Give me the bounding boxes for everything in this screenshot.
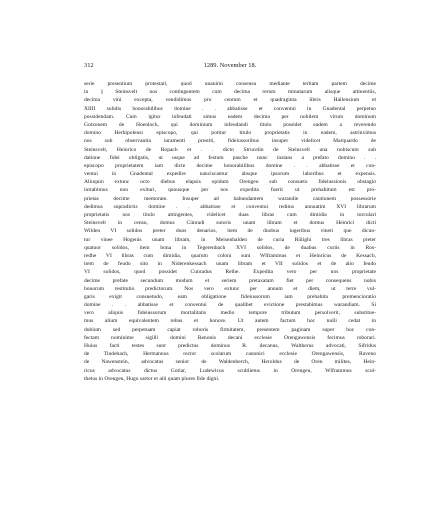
body-line: Huius facti testes sunt predictus dominus R. decanus, Waltherus advocati, Sifridus <box>84 343 376 349</box>
body-line: episcopo proprietatem iam dicte decime honorabilibus domine . . abbatisse et con- <box>84 162 376 169</box>
body-line: ricus advocatus dictus Gotiar, Ludewicus scultlietus in Orengeu, Wlframmus scul- <box>84 367 376 374</box>
body-line: prietas decime memorate. Insuper ad habundantem warandie cautionem possessorie <box>84 195 376 202</box>
body-line: bonorum restitutio predictorum. Nos vero extunc per annum et diem, ut terre vul- <box>84 285 376 292</box>
body-line: garis exigit consuetudo, eam obligatione fideiussorum iam prehabita premencioratio <box>84 293 376 300</box>
body-line: intrabimus non exituri, quousque per nos expedita fuerit ut prehabitum est pro- <box>84 187 376 194</box>
body-line: domino Herbipolensi episcopo, qui potitur titulo proprietatis in eadem, astrinximus <box>84 130 376 137</box>
body-line: dedimus supradictis domine . . abbatisse et conventui reditus annuatim XVI librarum <box>84 203 376 210</box>
body-line: Aliuquin extunc octo diebus elapsis opidum Orengeu sub consueto fideiussionis obstagio <box>84 179 376 186</box>
header-title: 1289. November 18. <box>203 62 257 69</box>
body-line: VI solidos, quod possidet Cunradus Reihe. Expedita vero per nos proprietate <box>84 269 376 276</box>
body-line: de Nawenstein, advocatus senior de Waldenberch, Heroldus de Oren milites, Hein- <box>84 359 376 366</box>
body-line: de Tindebach, Hermannus rector scolarum canonici ecclesie Orengawensis, Raveno <box>84 351 376 358</box>
running-head <box>84 61 376 71</box>
body-line: Gotzonem de Hoenloch, qui dominium infeudandi titulo possidet eadem a reverendo <box>84 121 376 128</box>
body-line: datione fidei obligatis, ut usque ad festum pasche nunc instans a prefato domino . . <box>84 154 376 161</box>
body-line: redhe VI libras cum dimidia, quarum coloni sunt Wlframmus et Heinricus de Kessach, <box>84 252 376 259</box>
body-line: serie presentium protestari, quod unanimi consensu mediante tertiam partem decime <box>84 81 376 87</box>
body-line: fectam nominime sigilli domini Renonis decani ecclesie Orengawensis fecimus roborari. <box>84 334 376 341</box>
body-line: proprietatis nos titulo attingentes, videlicet duas libras cum dimidia in torculari <box>84 212 376 218</box>
body-line: Steinsvelt in censu, domus Cūnradi sutoris unam libram et domus Heinrici dicti <box>84 220 376 227</box>
body-line: possidendam. Cum igitur infeudati simus eadem decima per nobilem virum dominum <box>84 113 376 120</box>
body-line: Wilden VI solidos preter duos denarios, item de duobus iugeribus vineti que dicun- <box>84 228 376 235</box>
body-line: thetus in Orengeu, Hugo sartor et alii quam plures fide digni. <box>84 375 220 382</box>
body-line: item de feudo sito in Niderenkessach unam libram et VII solidos et de alio feudo <box>84 261 376 268</box>
body-line: dubium sed perpetuam capiat roboris firmitatem, presentem paginam super hoc con- <box>84 326 376 333</box>
body-line: decime prefate secundum modum et seriem pretaxatam fiet per consequens nobis <box>84 277 376 284</box>
charter-body-text <box>84 80 376 383</box>
body-line: quatuor solidos, item bona in Tegerenbach XVI solidos, de duabus curiis in Ros- <box>84 244 376 251</box>
body-line: tur vineе Hogenis unam libram, in Meisenhalden de curia Rūlighi tres libras preter <box>84 236 376 243</box>
body-line: Steinsvelt, Heinrico de Ropach et . . dicto Strucelin de Steinsvelt una nobiscum sub <box>84 146 376 153</box>
body-line: XIIII solidis honorabilibus domine . . abbatisse et conventui in Gnadental perpetuo <box>84 105 376 112</box>
body-line: nos sub observantia iuramenti prestiti, fideiussoribus insuper videlicet Marquardo de <box>84 138 376 145</box>
page-number: 312 <box>84 62 94 69</box>
body-line: decima vini excepta, vendidimus pro centum et quadraginta libris Hallensium et <box>84 97 376 104</box>
body-line: mus alium equivalentem rebus et honore. Ut autem factum hoc nulli cedat in <box>84 318 376 325</box>
body-line: ventui in Gnadental expedire nanciscamur absque ipsorum laboribus et expensis. <box>84 171 376 178</box>
body-line: domine . . abbatisse et conventui de qualibet evictione prestabimus warandiam. Si <box>84 302 376 309</box>
body-line: vero aliquis fideiussorum mortalitatis medio tempore tributum persolverit, substitue- <box>84 310 376 317</box>
body-line: in || Steinsvelt nos contingentem cum decima rerum minutarum alisque attinentiis, <box>84 89 376 96</box>
